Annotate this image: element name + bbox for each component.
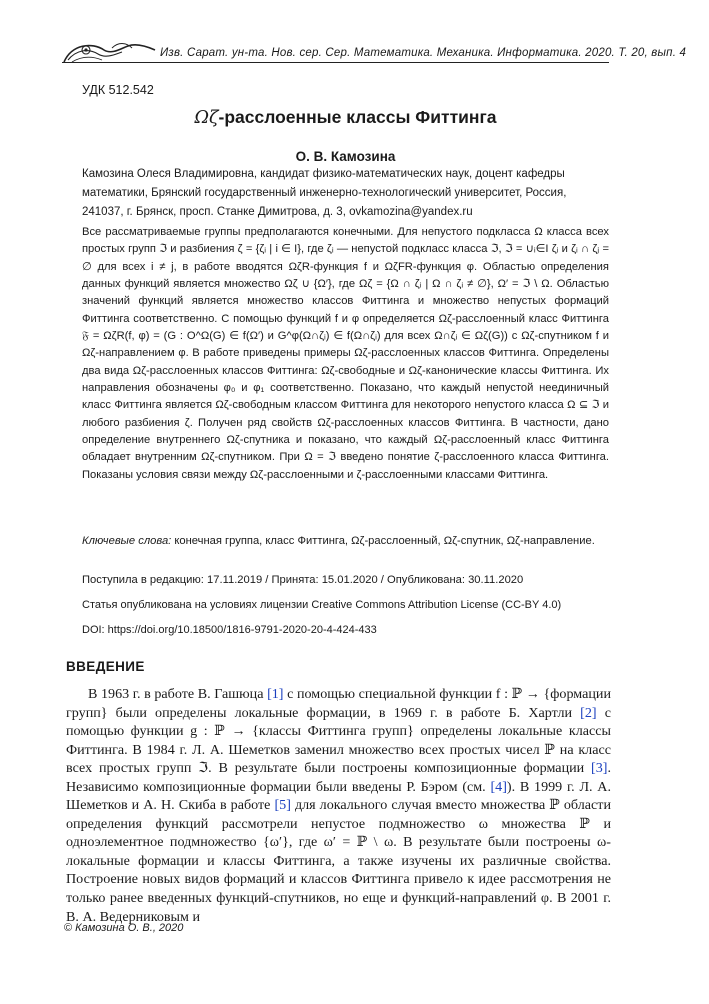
abstract-text: Все рассматриваемые группы предполагаются конечными. Для непустого подкласса Ω класса всех простых групп ℑ и разбиения ζ = {ζᵢ | i ∈ I}, где ζᵢ — непустой подкласс класса ℑ, ℑ = ∪ᵢ∈I ζᵢ и ζᵢ ∩ ζⱼ = ∅ для всех i ≠ j, в работе вводятся ΩζR-функция f и ΩζFR-функция φ. Областью определения данных функций является множество Ωζ ∪ {Ω′}, где Ωζ = {Ω ∩ ζᵢ | Ω ∩ ζᵢ ≠ ∅}, Ω′ = ℑ \ Ω. Областью значений функций является множество классов Фиттинга и множество непустых формаций Фиттинга соответственно. С помощью функций f и φ определяется Ωζ-расслоенный класс Фиттинга 𝔉 = ΩζR(f, φ) = (G : O^Ω(G) ∈ f(Ω′) и G^φ(Ω∩ζᵢ) ∈ f(Ω∩ζᵢ) для всех Ω∩ζᵢ ∈ Ωζ(G)) с Ωζ-спутником f и Ωζ-направлением φ. В работе приведены примеры Ωζ-расслоенных классов Фиттинга. Определены два вида Ωζ-расслоенных классов Фиттинга: Ωζ-свободные и Ωζ-канонические классы Фиттинга. Их направления обозначены φ₀ и φ₁ соответственно. Показано, что каждый непустой неединичный класс Фиттинга является Ωζ-свободным классом Фиттинга для некоторого непустого класса Ω ⊆ ℑ и любого разбиения ζ. Получен ряд свойств Ωζ-расслоенных классов Фиттинга. В частности, дано определение внутреннего Ωζ-спутника и показано, что каждый Ωζ-расслоенный класс Фиттинга обладает внутренним Ωζ-спутником. При Ω = ℑ введено понятие ζ-расслоенного класса Фиттинга. Показаны условия связи между Ωζ-расслоенными и ζ-расслоенными классами Фиттинга.	[82, 226, 609, 481]
keywords-label: Ключевые слова:	[82, 535, 172, 547]
citation-link-3[interactable]: [3]	[591, 760, 608, 777]
citation-link-4[interactable]: [4]	[490, 778, 507, 795]
udc-code: УДК 512.542	[82, 83, 154, 97]
doi-link[interactable]: DOI: https://doi.org/10.18500/1816-9791-2020-20-4-424-433	[82, 624, 377, 636]
author-affiliation: Камозина Олеся Владимировна, кандидат физико-математических наук, доцент кафедры математики, Брянский государственный инженерно-технологический университет, Россия, 241037, г. Брянск, просп. Станке Димитрова, д. 3, ovkamozina@yandex.ru	[82, 168, 567, 218]
keywords	[82, 533, 609, 550]
header-rule	[62, 62, 609, 63]
intro-text-6: для локального случая вместо множества ℙ области определения функций рассмотрели непустое подмножество ω множества ℙ и одноэлементное подмножество {ω′}, где ω′ = ℙ \ ω. В результате были построены ω-локальные формации и классы Фиттинга, а также изучены их различные свойства. Построение новых видов формаций и классов Фиттинга привело к идее рассмотрения не только ранее введенных функций-спутников, но еще и функций-направлений φ. В 2001 г. В. А. Ведерниковым и	[66, 797, 612, 925]
title-symbol: Ωζ	[194, 108, 219, 128]
intro-text-5: ). В 1999 г. Л. А. Шеметков и А. Н. Скиба в работе	[66, 778, 611, 814]
copyright-icon: ©	[64, 922, 73, 934]
license-note: Статья опубликована на условиях лицензии Creative Commons Attribution License (CC-BY 4.0)	[82, 599, 562, 611]
copyright-text: Камозина О. В., 2020	[72, 922, 184, 934]
title-text: -расслоенные классы Фиттинга	[218, 107, 497, 127]
citation-link-2[interactable]: [2]	[580, 704, 597, 721]
citation-link-5[interactable]: [5]	[274, 797, 291, 814]
introduction-paragraph	[66, 685, 611, 926]
running-head: Изв. Сарат. ун-та. Нов. сер. Сер. Математика. Механика. Информатика. 2020. Т. 20, вып. 4	[160, 47, 687, 59]
abstract	[82, 224, 609, 484]
intro-text-1: В 1963 г. в работе В. Гашюца	[88, 686, 268, 702]
intro-text-3: с помощью функции g : ℙ → {классы Фиттинга групп} определены локальные классы Фиттинга. В 1984 г. Л. А. Шеметков заменил множество всех простых чисел ℙ на класс всех простых групп ℑ. В результате были построены композиционные формации	[66, 704, 611, 777]
author-name: О. В. Камозина	[295, 149, 396, 164]
copyright-notice	[64, 922, 183, 934]
article-title	[82, 107, 609, 128]
intro-text-4: . Независимо композиционные формации были введены Р. Бэром (см.	[66, 760, 611, 795]
citation-link-1[interactable]: [1]	[267, 686, 284, 702]
keywords-text: конечная группа, класс Фиттинга, Ωζ-расслоенный, Ωζ-спутник, Ωζ-направление.	[174, 535, 595, 547]
intro-text-2: с помощью специальной функции f : ℙ → {формации групп} были определены локальные формации, в 1969 г. в работе Б. Хартли	[66, 686, 611, 721]
section-heading: ВВЕДЕНИЕ	[66, 659, 145, 674]
publication-dates: Поступила в редакцию: 17.11.2019 / Принята: 15.01.2020 / Опубликована: 30.11.2020	[82, 574, 524, 586]
